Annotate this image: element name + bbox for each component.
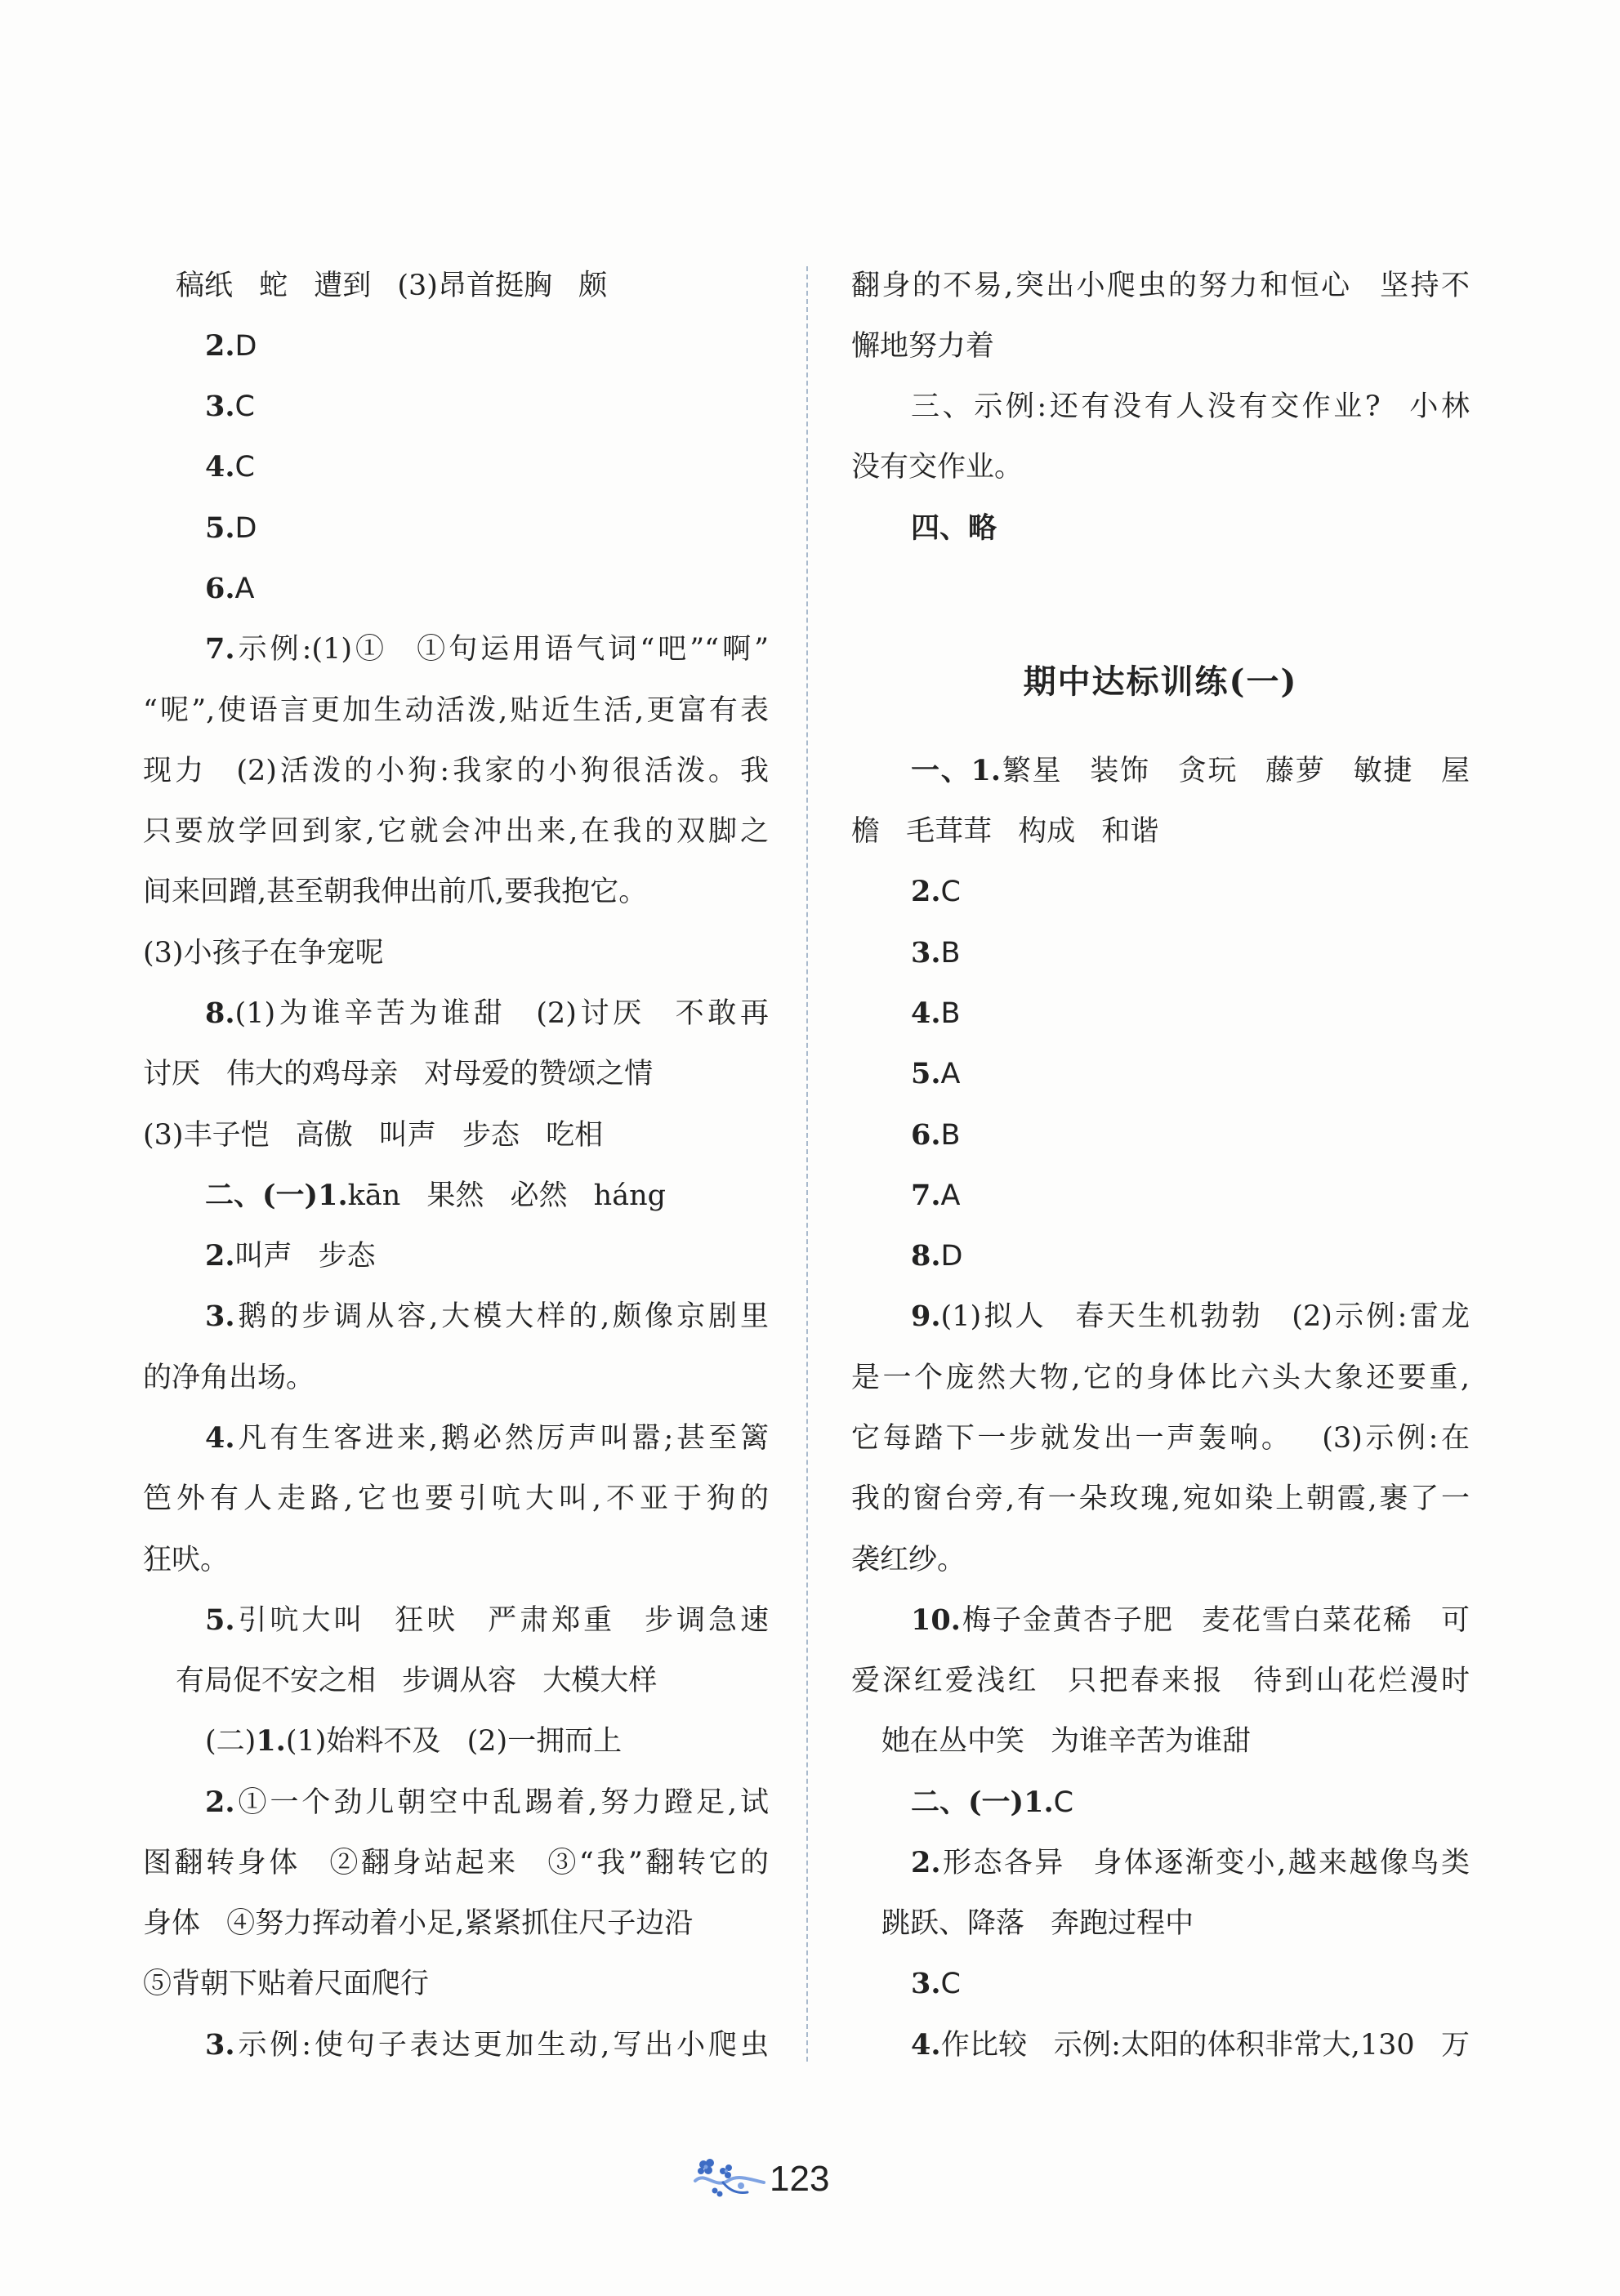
answer-line (851, 498, 1470, 559)
answer-line (143, 983, 769, 1044)
answer-line (851, 1772, 1470, 1833)
answer-line (851, 1286, 1470, 1347)
item-number: 5. (205, 1603, 235, 1637)
answer-text: A (234, 573, 255, 605)
item-number: 3. (205, 390, 235, 424)
answer-text: 示例:使句子表达更加生动,写出小爬虫 (234, 2028, 769, 2062)
answer-line (143, 1651, 769, 1711)
answer-text: C (940, 1968, 961, 2001)
answer-line (851, 1105, 1470, 1166)
answer-text: 略 (968, 510, 997, 545)
answer-text: 的净角出场。 (143, 1361, 315, 1394)
item-number: 四、 (911, 510, 969, 545)
item-number: 二、(一)1. (911, 1785, 1054, 1819)
answer-text: 稿纸 蛇 遭到 (3)昂首挺胸 颇 (176, 269, 608, 302)
answer-line (143, 741, 769, 801)
section-title: 期中达标训练(一) (1023, 662, 1298, 701)
item-number: 4. (205, 450, 235, 484)
item-number: 一、1. (911, 753, 1002, 787)
answer-line (851, 1590, 1470, 1651)
answer-text: ⑤背朝下贴着尺面爬行 (143, 1968, 430, 2001)
section-header (851, 559, 1470, 741)
answer-text: “呢”,使语言更加生动活泼,贴近生活,更富有表 (143, 693, 769, 727)
right-column (851, 256, 1470, 2075)
answer-line (851, 741, 1470, 801)
answer-text: (3)小孩子在争宠呢 (143, 936, 384, 970)
answer-text: 只要放学回到家,它就会冲出来,在我的双脚之 (143, 815, 769, 849)
answer-line (143, 377, 769, 437)
answer-text: B (940, 996, 961, 1030)
answer-text: 梅子金黄杏子肥 麦花雪白菜花稀 可 (960, 1603, 1470, 1637)
answer-line (143, 801, 769, 862)
answer-text: 她在丛中笑 为谁辛苦为谁甜 (881, 1725, 1252, 1759)
answer-line (143, 1530, 769, 1590)
answer-text: (1)始料不及 (2)一拥而上 (285, 1725, 623, 1759)
answer-line (851, 437, 1470, 497)
answer-line (143, 256, 769, 316)
answer-line (851, 923, 1470, 983)
page-number: 123 (770, 2159, 830, 2199)
answer-line (143, 2015, 769, 2075)
answer-text: ①一个劲儿朝空中乱踢着,努力蹬足,试 (234, 1786, 769, 1819)
answer-text: 笆外有人走路,它也要引吭大叫,不亚于狗的 (143, 1482, 769, 1516)
answer-line (143, 1772, 769, 1833)
section-prefix: (二) (205, 1725, 257, 1759)
item-number: 4. (911, 996, 941, 1030)
item-number: 4. (205, 1420, 235, 1455)
answer-text: B (940, 936, 961, 970)
item-number: 5. (205, 510, 235, 545)
answer-line (851, 1530, 1470, 1590)
item-number: 7. (205, 632, 235, 667)
answer-line (143, 1590, 769, 1651)
answer-text: 爱深红爱浅红 只把春来报 待到山花烂漫时 (851, 1665, 1470, 1698)
answer-line (143, 1469, 769, 1529)
answer-text: 翻身的不易,突出小爬虫的努力和恒心 坚持不 (851, 269, 1470, 302)
answer-text: (1)为谁辛苦为谁甜 (2)讨厌 不敢再 (234, 996, 769, 1030)
answer-line (143, 923, 769, 983)
answer-text: 鹅的步调从容,大模大样的,颇像京剧里 (234, 1300, 769, 1334)
item-number: 6. (911, 1117, 941, 1152)
answer-text: 懈地努力着 (851, 329, 995, 363)
item-number: 5. (911, 1057, 941, 1091)
answer-line (143, 680, 769, 741)
answer-line (851, 801, 1470, 862)
column-divider (806, 266, 808, 2062)
answer-text: 有局促不安之相 步调从容 大模大样 (176, 1665, 658, 1698)
answer-text: 我的窗台旁,有一朵玫瑰,宛如染上朝霞,裹了一 (851, 1482, 1470, 1516)
answer-line (143, 1893, 769, 1954)
answer-text: 三、示例:还有没有人没有交作业? 小林 (911, 390, 1470, 424)
answer-line (143, 1226, 769, 1286)
answer-text: 繁星 装饰 贪玩 藤萝 敏捷 屋 (1001, 754, 1470, 787)
answer-line (851, 983, 1470, 1044)
answer-line (851, 1833, 1470, 1893)
answer-text: C (940, 876, 961, 909)
item-number: 二、(一)1. (205, 1178, 348, 1212)
item-number: 8. (205, 996, 235, 1030)
item-number: 3. (911, 1967, 941, 2001)
answer-text: C (1053, 1786, 1074, 1819)
item-number: 3. (205, 1300, 235, 1334)
answer-text: D (940, 1240, 963, 1273)
answer-text: 叫声 步态 (234, 1240, 376, 1273)
answer-line (143, 437, 769, 497)
answer-text: 是一个庞然大物,它的身体比六头大象还要重, (851, 1361, 1470, 1394)
answer-text: 它每踏下一步就发出一声轰响。 (3)示例:在 (851, 1421, 1470, 1455)
answer-text: 凡有生客进来,鹅必然厉声叫嚣;甚至篱 (234, 1421, 769, 1455)
answer-text: 引吭大叫 狂吠 严肃郑重 步调急速 (234, 1603, 769, 1637)
answer-text: (1)拟人 春天生机勃勃 (2)示例:雷龙 (940, 1300, 1470, 1334)
answer-line (851, 1348, 1470, 1408)
answer-text: 图翻转身体 ②翻身站起来 ③“我”翻转它的 (143, 1846, 769, 1879)
answer-line (851, 2015, 1470, 2075)
item-number: 10. (911, 1603, 961, 1637)
item-number: 4. (911, 2027, 941, 2062)
answer-text: kān 果然 必然 háng (347, 1179, 667, 1212)
answer-line (143, 1954, 769, 2014)
item-number: 1. (256, 1724, 286, 1759)
answer-line (851, 1651, 1470, 1711)
answer-text: C (234, 451, 255, 484)
answer-line (143, 498, 769, 559)
item-number: 2. (205, 328, 235, 363)
item-number: 2. (205, 1785, 235, 1819)
answer-line (143, 1833, 769, 1893)
answer-text: 间来回蹭,甚至朝我伸出前爪,要我抱它。 (143, 876, 648, 909)
answer-line (851, 256, 1470, 316)
answer-line (851, 862, 1470, 922)
answer-line (143, 1044, 769, 1104)
answer-line (143, 1166, 769, 1226)
answer-line (143, 1711, 769, 1772)
answer-text: 檐 毛茸茸 构成 和谐 (851, 815, 1159, 849)
answer-line (851, 1711, 1470, 1772)
item-number: 9. (911, 1300, 941, 1334)
answer-line (851, 1954, 1470, 2014)
answer-text: D (234, 511, 257, 545)
item-number: 7. (911, 1178, 941, 1212)
item-number: 2. (205, 1239, 235, 1273)
answer-line (851, 1469, 1470, 1529)
item-number: 3. (205, 2027, 235, 2062)
answer-text: 狂吠。 (143, 1543, 230, 1576)
answer-line (143, 1348, 769, 1408)
answer-text: 示例:(1)① ①句运用语气词“吧”“啊” (234, 633, 769, 667)
answer-text: (3)丰子恺 高傲 叫声 步态 吃相 (143, 1118, 604, 1152)
answer-line (143, 1105, 769, 1166)
answer-line (143, 619, 769, 680)
answer-line (851, 1166, 1470, 1226)
item-number: 3. (911, 935, 941, 970)
answer-text: 没有交作业。 (851, 451, 1024, 484)
answer-text: D (234, 329, 257, 363)
answer-text: 现力 (2)活泼的小狗:我家的小狗很活泼。我 (143, 754, 769, 787)
answer-text: 形态各异 身体逐渐变小,越来越像鸟类 (940, 1846, 1470, 1879)
item-number: 2. (911, 875, 941, 909)
answer-text: A (940, 1179, 961, 1212)
answer-text: 身体 ④努力挥动着小足,紧紧抓住尺子边沿 (143, 1907, 694, 1941)
answer-text: 作比较 示例:太阳的体积非常大,130 万 (940, 2028, 1470, 2062)
answer-text: 跳跃、降落 奔跑过程中 (881, 1907, 1194, 1941)
flower-icon (690, 2153, 769, 2202)
answer-text: C (234, 390, 255, 424)
answer-line (851, 377, 1470, 437)
answer-text: A (940, 1058, 961, 1091)
left-column (143, 256, 769, 2075)
item-number: 6. (205, 572, 235, 605)
answer-text: B (940, 1118, 961, 1152)
answer-line (851, 1226, 1470, 1286)
answer-line (143, 1286, 769, 1347)
item-number: 2. (911, 1845, 941, 1879)
answer-line (851, 1044, 1470, 1104)
item-number: 8. (911, 1239, 941, 1273)
answer-line (851, 1408, 1470, 1469)
answer-text: 讨厌 伟大的鸡母亲 对母爱的赞颂之情 (143, 1058, 654, 1091)
answer-line (143, 862, 769, 922)
answer-line (851, 1893, 1470, 1954)
answer-line (143, 1408, 769, 1469)
answer-text: 袭红纱。 (851, 1543, 966, 1576)
answer-line (143, 559, 769, 619)
answer-line (851, 316, 1470, 377)
answer-line (143, 316, 769, 377)
